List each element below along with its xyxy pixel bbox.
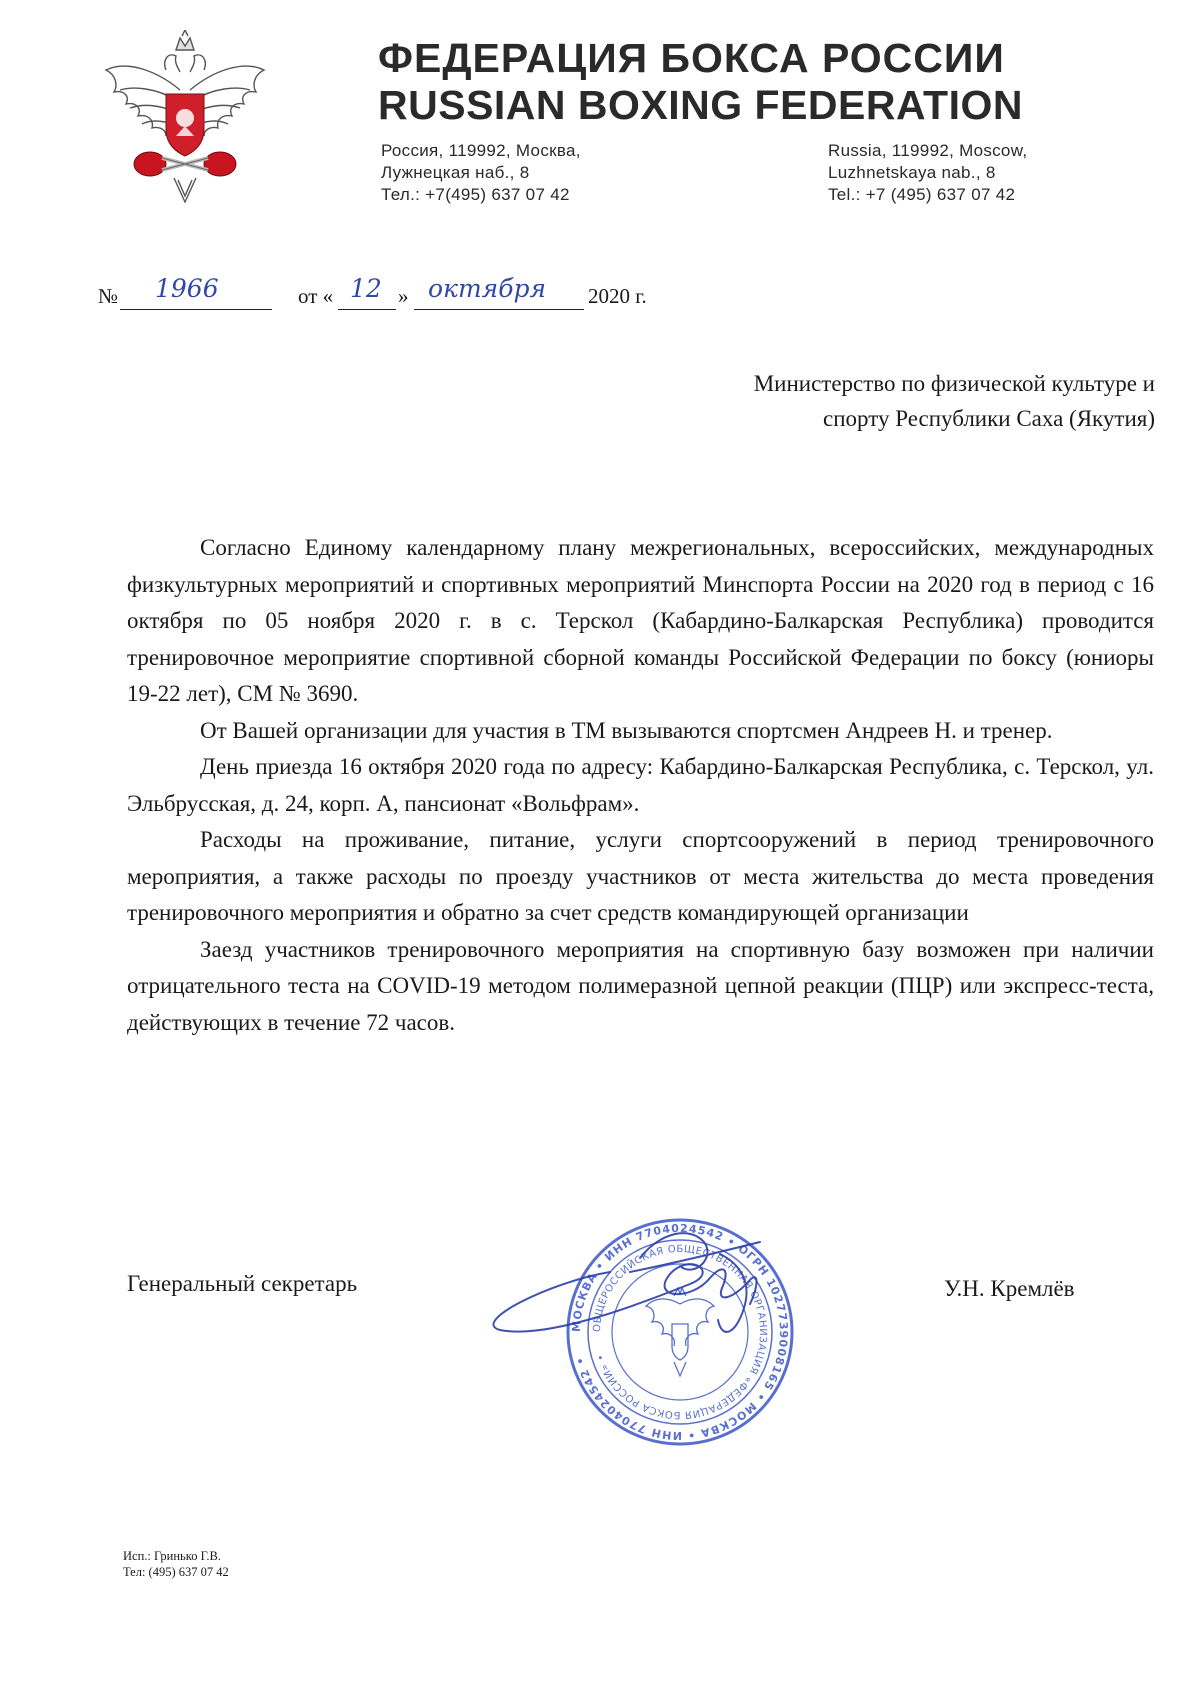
- address-line: Luzhnetskaya nab., 8: [828, 163, 996, 182]
- letter-body: [127, 530, 1154, 1041]
- registration-number: 1966: [155, 274, 219, 303]
- body-paragraph: От Вашей организации для участия в ТМ вызываются спортсмен Андреев Н. и тренер.: [200, 717, 1053, 743]
- body-paragraph: День приезда 16 октября 2020 года по адресу: Кабардино-Балкарская Республика, с. Терскол, ул. Эльбрусская, д. 24, корп. А, пансионат «Вольфрам».: [127, 754, 1154, 816]
- month-underline: [414, 309, 584, 310]
- day-underline: [338, 309, 396, 310]
- registration-line: [98, 276, 698, 316]
- recipient-line: Министерство по физической культуре и: [753, 371, 1155, 396]
- body-paragraph: Согласно Единому календарному плану межрегиональных, всероссийских, международных физкультурных мероприятий и спортивных мероприятий Минспорта России на 2020 год в период с 16 октября по 05 ноября 2020 г. в с. Терскол (Кабардино-Балкарская Республика) проводится тренировочное мероприятие спортивной сборной команды Российской Федерации по боксу (юниоры 19-22 лет), СМ № 3690.: [127, 535, 1154, 706]
- body-paragraph: Расходы на проживание, питание, услуги спортсооружений в период тренировочного мероприятия, а также расходы по проезду участников от места жительства до места проведения тренировочного мероприятия и обратно за счет средств командирующей организации: [127, 827, 1154, 925]
- body-paragraph: Заезд участников тренировочного мероприятия на спортивную базу возможен при наличии отрицательного теста на COVID-19 методом полимеразной цепной реакции (ПЦР) или экспресс-теста, действующих в течение 72 часов.: [127, 936, 1154, 1035]
- registration-year: 2020 г.: [588, 284, 647, 308]
- executor-phone: Тел: (495) 637 07 42: [123, 1565, 229, 1579]
- number-underline: [120, 309, 272, 310]
- address-line: Россия, 119992, Москва,: [381, 141, 581, 160]
- stamp-inner-text: ОБЩЕРОССИЙСКАЯ ОБЩЕСТВЕННАЯ ОРГАНИЗАЦИЯ «ФЕДЕРАЦИЯ БОКСА РОССИИ» •: [591, 1243, 769, 1421]
- executor-name: Исп.: Гринько Г.В.: [123, 1549, 221, 1563]
- address-line: Tel.: +7 (495) 637 07 42: [828, 185, 1016, 204]
- address-ru: [381, 140, 581, 206]
- registration-month: октября: [428, 274, 547, 303]
- registration-day: 12: [350, 274, 382, 303]
- official-stamp-icon: [490, 1212, 870, 1452]
- signatory-position: Генеральный секретарь: [127, 1271, 358, 1296]
- signatory-name: У.Н. Кремлёв: [944, 1276, 1075, 1301]
- address-line: Лужнецкая наб., 8: [381, 163, 530, 182]
- stamp-outer-text: МОСКВА • ИНН 7704024542 • ОГРН 1027739008165 • МОСКВА • ИНН 7704024542 •: [569, 1221, 791, 1443]
- org-header: [378, 35, 1078, 128]
- recipient-block: [754, 366, 1155, 436]
- svg-text:ОБЩЕРОССИЙСКАЯ ОБЩЕСТВЕННАЯ ОР: [592, 1244, 768, 1420]
- org-name-ru: ФЕДЕРАЦИЯ БОКСА РОССИИ: [378, 35, 1005, 81]
- address-line: Тел.: +7(495) 637 07 42: [381, 185, 570, 204]
- address-en: [828, 140, 1027, 206]
- org-name-en: RUSSIAN BOXING FEDERATION: [378, 82, 1023, 128]
- date-from-label: от «: [298, 284, 334, 308]
- executor-footer: [123, 1548, 229, 1580]
- date-quote-close: »: [398, 284, 409, 308]
- number-label: №: [98, 284, 119, 308]
- federation-emblem-icon: [96, 30, 274, 208]
- recipient-line: спорту Республики Саха (Якутия): [823, 406, 1155, 431]
- address-line: Russia, 119992, Moscow,: [828, 141, 1028, 160]
